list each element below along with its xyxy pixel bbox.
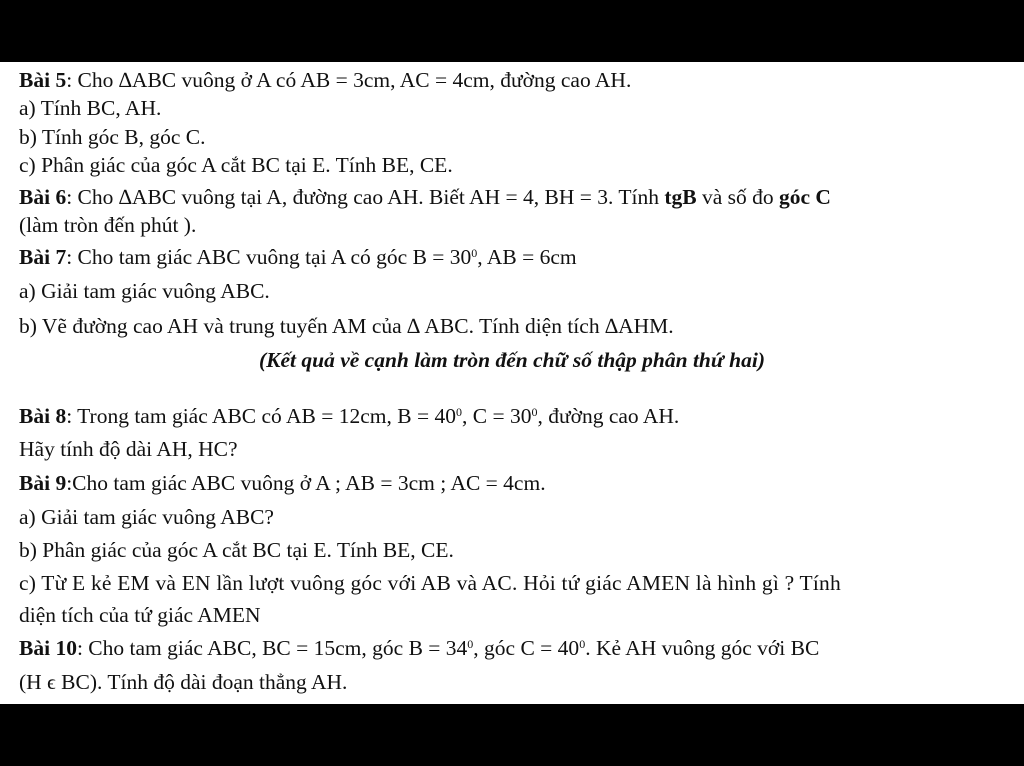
exercise-10-label: Bài 10 — [19, 636, 77, 660]
exercise-5-statement — [19, 66, 631, 94]
exercise-9-text: :Cho tam giác ABC vuông ở A ; AB = 3cm ; AC = 4cm. — [66, 471, 546, 495]
exercise-10-line-2: (H ϵ BC). Tính độ dài đoạn thẳng AH. — [19, 670, 348, 694]
exercise-8-text-post: , đường cao AH. — [537, 404, 680, 428]
exercise-9-statement — [19, 469, 546, 497]
exercise-9-part-c: c) Từ E kẻ EM và EN lần lượt vuông góc với AB và AC. Hỏi tứ giác AMEN là hình gì ? Tính — [19, 571, 841, 595]
exercise-8-label: Bài 8 — [19, 404, 67, 428]
exercise-7-statement — [19, 243, 577, 271]
exercise-10-statement — [19, 634, 819, 662]
exercise-10-text: : Cho tam giác ABC, BC = 15cm, góc B = 34 — [76, 636, 468, 660]
exercise-7-text-post: , AB = 6cm — [477, 245, 577, 269]
exercise-10-text-post: . Kẻ AH vuông góc với BC — [585, 636, 820, 660]
exercise-5-text: : Cho ∆ABC vuông ở A có AB = 3cm, AC = 4cm, đường cao AH. — [66, 68, 632, 92]
exercise-8-line-2: Hãy tính độ dài AH, HC? — [19, 437, 238, 461]
exercise-9-label: Bài 9 — [19, 471, 67, 495]
exercise-9-part-c-line-2: diện tích của tứ giác AMEN — [19, 603, 261, 627]
exercise-5-part-b: b) Tính góc B, góc C. — [19, 125, 206, 149]
degree-superscript: 0 — [467, 637, 474, 651]
exercise-6-tgb: tgB — [664, 185, 697, 209]
exercise-7-text: : Cho tam giác ABC vuông tại A có góc B = 30 — [66, 245, 472, 269]
exercise-5-part-a: a) Tính BC, AH. — [19, 96, 162, 120]
exercise-6-label: Bài 6 — [19, 185, 67, 209]
exercise-6-goc-c: góc C — [779, 185, 831, 209]
exercise-9-part-b: b) Phân giác của góc A cắt BC tại E. Tính BE, CE. — [19, 538, 454, 562]
exercise-7-label: Bài 7 — [19, 245, 67, 269]
exercise-8-text: : Trong tam giác ABC có AB = 12cm, B = 40 — [66, 404, 456, 428]
degree-superscript: 0 — [579, 637, 586, 651]
exercise-8-statement — [19, 402, 679, 430]
exercise-5-label: Bài 5 — [19, 68, 67, 92]
degree-superscript: 0 — [471, 246, 478, 260]
exercise-7-rounding-note: (Kết quả về cạnh làm tròn đến chữ số thập phân thứ hai) — [258, 348, 765, 372]
exercise-10-text-mid: , góc C = 40 — [473, 636, 580, 660]
exercise-6-text-mid: và số đo — [696, 185, 780, 209]
exercise-7-part-b: b) Vẽ đường cao AH và trung tuyến AM của ∆ ABC. Tính diện tích ∆AHM. — [19, 314, 674, 338]
degree-superscript: 0 — [455, 405, 462, 419]
exercise-6-statement — [19, 183, 831, 211]
exercise-8-text-mid: , C = 30 — [461, 404, 532, 428]
exercise-9-part-a: a) Giải tam giác vuông ABC? — [19, 505, 274, 529]
exercise-6-text: : Cho ∆ABC vuông tại A, đường cao AH. Biết AH = 4, BH = 3. Tính — [66, 185, 665, 209]
exercise-5-part-c: c) Phân giác của góc A cắt BC tại E. Tính BE, CE. — [19, 153, 453, 177]
exercise-6-line-2: (làm tròn đến phút ). — [19, 213, 197, 237]
document-page — [0, 62, 1024, 704]
exercise-7-part-a: a) Giải tam giác vuông ABC. — [19, 279, 270, 303]
degree-superscript: 0 — [531, 405, 538, 419]
